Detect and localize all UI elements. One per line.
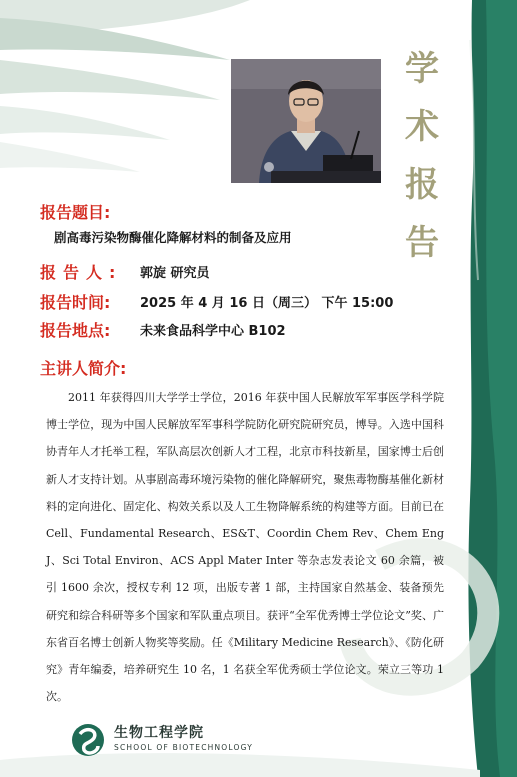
time-label: 报告时间: [40,293,111,312]
bio-text: 2011 年获得四川大学学士学位，2016 年获中国人民解放军军事医学科学院博士学位，现为中国人民解放军军事科学院防化研究院研究员，博导。入选中国科协青年人才托举工程，军队高层次创新人才工程，北京市科技新星，国家博士后创新人才支持计划。从事剧高毒环境污染物的催化降解研究，聚焦毒物酶基催化新材料的定向进化、固定化、构效关系以及人工生物降解系统的构建等方面。目前已在 Cell、Fundamental Research、ES&T、Coordin Chem Rev、Chem Eng J、Sci Total Environ、ACS Appl Mater Inter 等杂志发表论文 60 余篇，被引 1600 余次，授权专利 12 项，出版专著 1 部，主持国家自然基金、装备预先研究和综合科研等多个国家和军队重点项目。获评“全军优秀博士学位论文”奖、广东省百名博士创新人物奖等奖励。任《Military Medicine Research》、《防化研究》青年编委，培养研究生 10 名，1 名获全军优秀硕士学位论文。荣立三等功 1 次。 [46,391,444,704]
vertical-title-char: 告 [405,223,439,263]
report-title-label: 报告题目: [40,203,111,222]
vertical-title-char: 学 [405,49,439,89]
speaker-label: 报告人: [40,263,123,282]
location-value: 未来食品科学中心 B102 [140,324,286,339]
time-value: 2025 年 4 月 16 日（周三） 下午 15:00 [140,296,394,311]
report-title-value: 剧高毒污染物酶催化降解材料的制备及应用 [54,230,292,245]
vertical-title-char: 术 [405,107,439,147]
speaker-value: 郭旋 研究员 [140,266,210,281]
speaker-photo [231,59,381,183]
speaker-figure [231,59,381,183]
school-logo [70,722,254,758]
vertical-title-char: 报 [405,165,439,205]
school-name: 生物工程学院 [114,725,204,741]
vertical-title [400,40,444,272]
school-name-english: SCHOOL OF BIOTECHNOLOGY [114,743,254,752]
bio-label: 主讲人简介: [40,359,127,378]
school-logo-mark [70,722,110,758]
location-label: 报告地点: [40,321,111,340]
